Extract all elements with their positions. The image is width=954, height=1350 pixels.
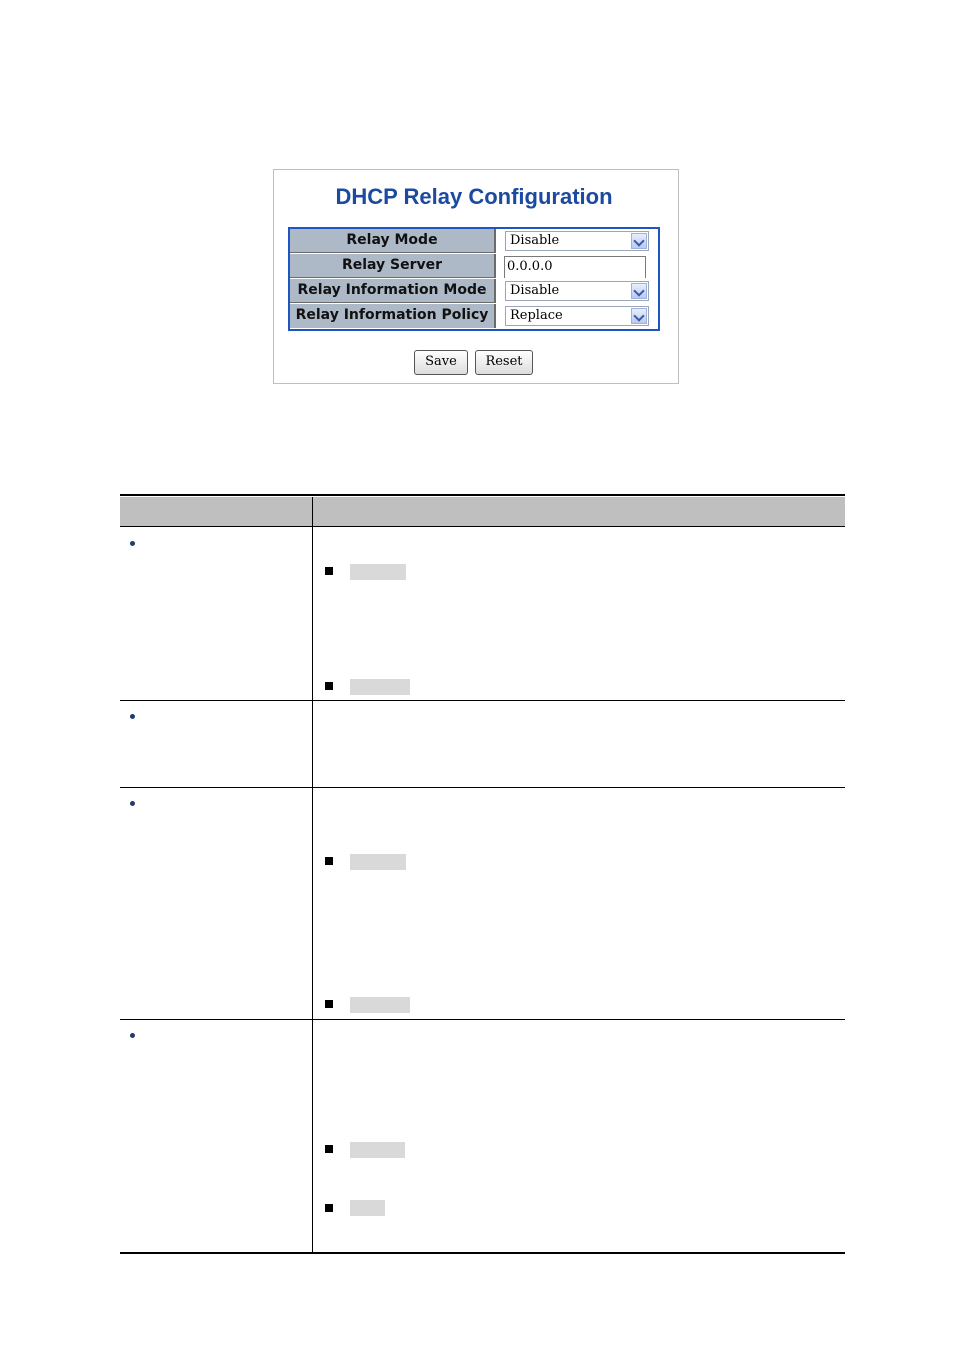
table-top-rule xyxy=(120,494,845,496)
option-highlight xyxy=(350,1142,405,1158)
chevron-down-icon[interactable] xyxy=(631,308,647,324)
bullet-icon xyxy=(130,1033,135,1038)
relay-server-cell xyxy=(496,254,658,279)
row-relay-information-mode xyxy=(290,279,658,304)
panel-title: DHCP Relay Configuration xyxy=(335,184,613,209)
square-bullet-icon xyxy=(325,1000,333,1008)
parameter-table xyxy=(120,494,845,1256)
config-table xyxy=(288,227,660,331)
chevron-down-icon[interactable] xyxy=(631,233,647,249)
row-divider xyxy=(120,700,845,701)
square-bullet-icon xyxy=(325,567,333,575)
square-bullet-icon xyxy=(325,682,333,690)
option-highlight xyxy=(350,564,406,580)
relay-server-input[interactable]: 0.0.0.0 xyxy=(504,256,646,278)
dhcp-relay-config-panel xyxy=(273,169,679,384)
bullet-icon xyxy=(130,801,135,806)
table-bottom-rule xyxy=(120,1252,845,1254)
row-divider xyxy=(120,1019,845,1020)
square-bullet-icon xyxy=(325,857,333,865)
relay-server-label: Relay Server xyxy=(290,254,496,278)
relay-information-mode-label: Relay Information Mode xyxy=(290,279,496,303)
row-relay-information-policy xyxy=(290,304,658,329)
column-divider xyxy=(312,497,313,1253)
option-highlight xyxy=(350,997,410,1013)
chevron-down-icon[interactable] xyxy=(631,283,647,299)
relay-mode-label: Relay Mode xyxy=(290,229,496,253)
option-highlight xyxy=(350,1200,385,1216)
relay-information-policy-cell xyxy=(496,304,658,329)
reset-button[interactable]: Reset xyxy=(475,350,533,375)
relay-information-policy-label: Relay Information Policy xyxy=(290,304,496,328)
square-bullet-icon xyxy=(325,1145,333,1153)
row-relay-server xyxy=(290,254,658,279)
bullet-icon xyxy=(130,714,135,719)
relay-mode-value: Disable xyxy=(510,233,560,248)
bullet-icon xyxy=(130,541,135,546)
relay-information-policy-select[interactable] xyxy=(505,306,649,326)
row-relay-mode xyxy=(290,229,658,254)
relay-mode-select[interactable] xyxy=(505,231,649,251)
option-highlight xyxy=(350,854,406,870)
relay-information-mode-select[interactable] xyxy=(505,281,649,301)
relay-mode-cell xyxy=(496,229,658,254)
relay-information-mode-cell xyxy=(496,279,658,304)
row-divider xyxy=(120,787,845,788)
relay-information-mode-value: Disable xyxy=(510,283,560,298)
square-bullet-icon xyxy=(325,1204,333,1212)
relay-information-policy-value: Replace xyxy=(510,308,563,323)
table-header xyxy=(120,497,845,527)
option-highlight xyxy=(350,679,410,695)
save-button[interactable]: Save xyxy=(414,350,468,375)
